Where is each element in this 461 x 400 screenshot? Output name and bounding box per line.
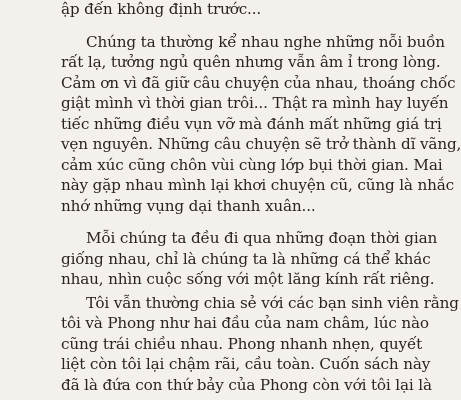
text-line: rất lạ, tưởng ngủ quên nhưng vẫn âm ỉ trong lòng. bbox=[61, 53, 441, 71]
text-line: vẹn nguyên. Những câu chuyện sẽ trở thành dĩ vãng, bbox=[61, 135, 461, 153]
text-line: tiếc những điều vụn vỡ mà đánh mất những giá trị bbox=[61, 115, 442, 133]
text-line: nhau, nhìn cuộc sống với một lăng kính rất riêng. bbox=[61, 270, 435, 288]
text-line: liệt còn tôi lại chậm rãi, cầu toàn. Cuốn sách này bbox=[61, 355, 431, 373]
text-line: giật mình vì thời gian trôi... Thật ra mình hay luyến bbox=[61, 94, 449, 112]
text-line: Mỗi chúng ta đều đi qua những đoạn thời gian bbox=[86, 229, 438, 247]
text-line: nhớ những vụng dại thanh xuân... bbox=[61, 197, 316, 215]
text-line: Cảm ơn vì đã giữ câu chuyện của nhau, thoáng chốc bbox=[61, 74, 456, 92]
text-line: giống nhau, chỉ là chúng ta là những cá thể khác bbox=[61, 250, 431, 268]
text-line: tôi và Phong như hai đầu của nam châm, lúc nào bbox=[61, 314, 429, 332]
text-line: cũng trái chiều nhau. Phong nhanh nhẹn, quyết bbox=[61, 335, 423, 353]
text-line: Chúng ta thường kể nhau nghe những nỗi buồn bbox=[86, 33, 445, 51]
text-line: này gặp nhau mình lại khơi chuyện cũ, cũng là nhắc bbox=[61, 176, 455, 194]
text-line: đã là đứa con thứ bảy của Phong còn với tôi lại là bbox=[61, 376, 432, 394]
text-line: cảm xúc cũng chôn vùi cùng lớp bụi thời gian. Mai bbox=[61, 156, 443, 174]
text-line: ập đến không định trước... bbox=[61, 0, 262, 18]
text-line: Tôi vẫn thường chia sẻ với các bạn sinh viên rằng bbox=[86, 294, 459, 312]
